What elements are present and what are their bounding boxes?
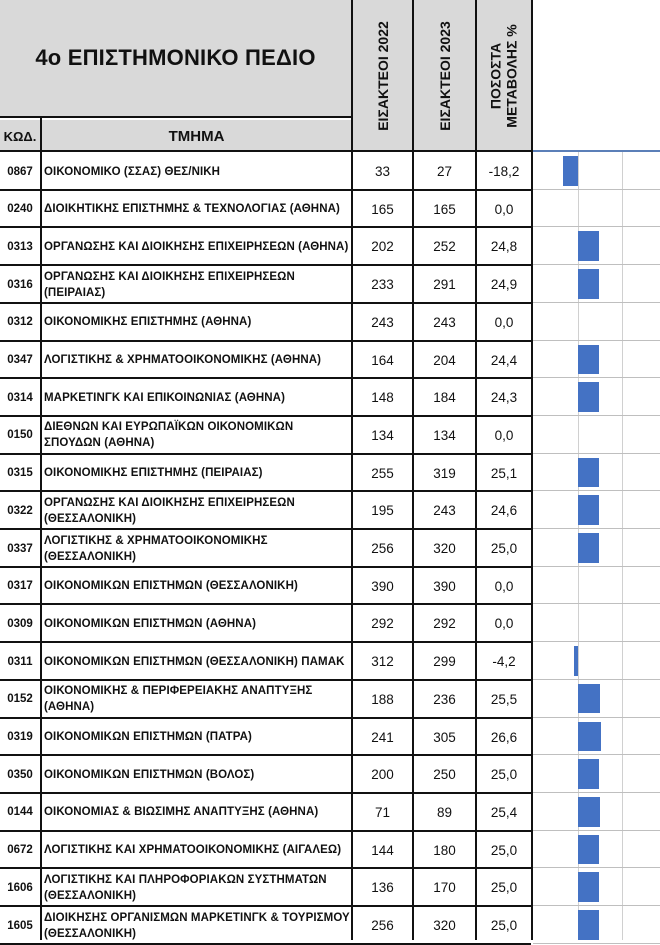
admissions-2023-header-cell	[414, 0, 475, 152]
department-code: 0350	[7, 768, 33, 781]
chart-row-gridline	[533, 754, 660, 755]
admissions-2022: 243	[371, 314, 394, 330]
department-name: ΜΑΡΚΕΤΙΝΓΚ ΚΑΙ ΕΠΙΚΟΙΝΩΝΙΑΣ (ΑΘΗΝΑ)	[44, 391, 285, 404]
department-name: ΟΡΓΑΝΩΣΗΣ ΚΑΙ ΔΙΟΙΚΗΣΗΣ ΕΠΙΧΕΙΡΗΣΕΩΝ (ΘΕΣΣΑΛΟΝΙΚΗ)	[44, 496, 295, 525]
percent-change: 0,0	[494, 578, 514, 594]
change-bar	[578, 533, 599, 563]
department-name: ΟΙΚΟΝΟΜΙΚΗΣ ΕΠΙΣΤΗΜΗΣ (ΑΘΗΝΑ)	[44, 316, 252, 329]
change-bar	[578, 759, 599, 789]
department-code: 0319	[7, 731, 33, 743]
admissions-2022: 312	[371, 654, 394, 670]
admissions-2023: 299	[433, 654, 456, 670]
admissions-2022: 148	[371, 390, 394, 406]
department-code: 0311	[7, 655, 33, 668]
column-divider	[531, 0, 533, 940]
chart-row-gridline	[533, 264, 660, 265]
table-row	[0, 568, 531, 605]
chart-row-gridline	[533, 226, 660, 227]
percent-change-header-cell	[477, 0, 531, 152]
chart-row-gridline	[533, 453, 660, 454]
admissions-2023: 252	[433, 239, 456, 255]
department-code: 0337	[7, 542, 33, 555]
admissions-2023: 305	[433, 729, 456, 745]
change-bar	[578, 797, 600, 827]
admissions-2023: 236	[433, 691, 456, 707]
table-row	[0, 794, 531, 831]
table-row	[0, 379, 531, 416]
chart-gridline	[622, 152, 623, 940]
change-bar	[578, 495, 599, 525]
admissions-2022-header-cell	[353, 0, 412, 152]
chart-row-gridline	[533, 679, 660, 680]
chart-row-gridline	[533, 302, 660, 303]
header-bottom-border	[0, 150, 531, 152]
change-bar	[578, 835, 599, 865]
table-row	[0, 342, 531, 379]
admissions-2023: 204	[433, 352, 456, 368]
table-row	[0, 153, 531, 190]
admissions-2023: 291	[433, 277, 456, 293]
change-bar	[578, 231, 599, 261]
chart-top-axis	[533, 150, 660, 152]
percent-change: -4,2	[492, 654, 516, 670]
percent-change: 25,0	[490, 767, 518, 783]
admissions-2022: 200	[371, 767, 394, 783]
percent-change: 25,0	[490, 541, 518, 556]
admissions-2022: 256	[371, 918, 394, 933]
chart-row-gridline	[533, 528, 660, 529]
admissions-2022-header: ΕΙΣΑΚΤΕΟΙ 2022	[374, 21, 391, 131]
department-name: ΛΟΓΙΣΤΙΚΗΣ ΚΑΙ ΠΛΗΡΟΦΟΡΙΑΚΩΝ ΣΥΣΤΗΜΑΤΩΝ (ΘΕΣΣΑΛΟΝΙΚΗ)	[44, 873, 327, 902]
percent-change: 25,1	[490, 465, 518, 481]
table-row	[0, 756, 531, 793]
chart-row-gridline	[533, 717, 660, 718]
admissions-2022: 188	[371, 691, 394, 707]
department-code: 0152	[7, 693, 33, 706]
percent-change-header	[488, 24, 520, 127]
admissions-2023: 320	[433, 918, 456, 933]
department-code: 0867	[7, 165, 33, 178]
header-divider	[0, 116, 351, 118]
change-bar	[578, 458, 599, 488]
admissions-2023: 390	[433, 578, 456, 594]
admissions-2023: 320	[433, 541, 456, 556]
chart-row-gridline	[533, 867, 660, 868]
department-code: 1605	[7, 919, 33, 932]
percent-change: 0,0	[494, 314, 514, 330]
table-row	[0, 266, 531, 303]
chart-row-gridline	[533, 340, 660, 341]
department-code: 0672	[7, 844, 33, 857]
department-name: ΔΙΟΙΚΗΤΙΚΗΣ ΕΠΙΣΤΗΜΗΣ & ΤΕΧΝΟΛΟΓΙΑΣ (ΑΘΗΝΑ)	[44, 203, 340, 216]
chart-row-gridline	[533, 905, 660, 906]
percent-change: 0,0	[494, 427, 514, 443]
percent-change: 24,9	[490, 277, 518, 293]
admissions-2022: 144	[371, 842, 394, 858]
chart-row-gridline	[533, 830, 660, 831]
admissions-2022: 202	[371, 239, 394, 255]
department-name: ΟΙΚΟΝΟΜΙΚΩΝ ΕΠΙΣΤΗΜΩΝ (ΠΑΤΡΑ)	[44, 731, 252, 743]
department-name: ΟΙΚΟΝΟΜΙΚΩΝ ΕΠΙΣΤΗΜΩΝ (ΑΘΗΝΑ)	[44, 617, 257, 630]
chart-row-gridline	[533, 641, 660, 642]
department-code: 0240	[7, 203, 33, 216]
chart-row-gridline	[533, 490, 660, 491]
department-name: ΔΙΕΘΝΩΝ ΚΑΙ ΕΥΡΩΠΑΪΚΩΝ ΟΙΚΟΝΟΜΙΚΩΝ ΣΠΟΥΔΩΝ (ΑΘΗΝΑ)	[44, 421, 294, 450]
department-code: 0144	[7, 806, 33, 819]
admissions-2022: 195	[371, 503, 394, 519]
table-row	[0, 455, 531, 492]
change-bar	[578, 684, 600, 714]
admissions-2022: 256	[371, 541, 394, 556]
change-bar	[578, 269, 599, 299]
change-bar	[578, 722, 601, 752]
chart-row-gridline	[533, 792, 660, 793]
percent-change: 24,4	[490, 352, 518, 368]
change-bar	[574, 646, 578, 676]
admissions-2023: 170	[433, 880, 456, 896]
department-name: ΛΟΓΙΣΤΙΚΗΣ ΚΑΙ ΧΡΗΜΑΤΟΟΙΚΟΝΟΜΙΚΗΣ (ΑΙΓΑΛΕΩ)	[44, 844, 342, 857]
chart-header-area	[531, 0, 660, 152]
chart-row-gridline	[533, 189, 660, 190]
chart-row-gridline	[533, 943, 660, 944]
table-row	[0, 869, 531, 906]
department-code: 0315	[7, 467, 33, 480]
change-bar	[563, 156, 578, 186]
admissions-2023: 184	[433, 390, 456, 406]
admissions-2023-header: ΕΙΣΑΚΤΕΟΙ 2023	[436, 21, 453, 131]
department-name: ΟΙΚΟΝΟΜΙΚΗΣ ΕΠΙΣΤΗΜΗΣ (ΠΕΙΡΑΙΑΣ)	[44, 467, 263, 480]
sheet-title: 4ο ΕΠΙΣΤΗΜΟΝΙΚΟ ΠΕΔΙΟ	[0, 0, 351, 116]
chart-row-gridline	[533, 603, 660, 604]
percent-change: 0,0	[494, 201, 514, 217]
admissions-2023: 27	[436, 164, 453, 179]
admissions-2022: 71	[374, 804, 391, 820]
admissions-2022: 255	[371, 465, 394, 481]
department-code: 0312	[7, 316, 33, 329]
department-code: 0316	[7, 278, 33, 291]
chart-row-gridline	[533, 566, 660, 567]
department-code: 0313	[7, 240, 33, 253]
department-code: 0347	[7, 354, 33, 366]
table-row	[0, 907, 531, 944]
percent-change: -18,2	[488, 164, 520, 179]
admissions-2023: 89	[436, 804, 453, 820]
admissions-2023: 243	[433, 503, 456, 519]
table-row	[0, 417, 531, 454]
department-code: 0317	[7, 580, 33, 593]
percent-change: 25,0	[490, 918, 518, 933]
percent-change: 24,3	[490, 390, 518, 406]
percent-change: 25,0	[490, 880, 518, 896]
department-code: 0309	[7, 617, 33, 630]
admissions-2023: 165	[433, 201, 456, 217]
table-row	[0, 304, 531, 341]
department-code: 0150	[7, 429, 33, 442]
percent-change: 25,0	[490, 842, 518, 858]
department-name: ΟΙΚΟΝΟΜΙΚΩΝ ΕΠΙΣΤΗΜΩΝ (ΒΟΛΟΣ)	[44, 768, 255, 781]
percent-change-header-line2: ΜΕΤΑΒΟΛΗΣ %	[504, 24, 520, 128]
change-bar	[578, 345, 599, 375]
admissions-2023: 250	[433, 767, 456, 783]
percent-change: 25,4	[490, 804, 518, 820]
department-name: ΟΙΚΟΝΟΜΙΚΩΝ ΕΠΙΣΤΗΜΩΝ (ΘΕΣΣΑΛΟΝΙΚΗ) ΠΑΜΑΚ	[44, 655, 345, 668]
percent-change-header-line1: ΠΟΣΟΣΤΑ	[488, 42, 504, 110]
department-name: ΟΙΚΟΝΟΜΙΚΟ (ΣΣΑΣ) ΘΕΣ/ΝΙΚΗ	[44, 165, 221, 178]
admissions-2022: 241	[371, 729, 394, 745]
department-column-header: ΤΜΗΜΑ	[42, 120, 351, 152]
admissions-2022: 33	[374, 164, 391, 179]
department-name: ΟΡΓΑΝΩΣΗΣ ΚΑΙ ΔΙΟΙΚΗΣΗΣ ΕΠΙΧΕΙΡΗΣΕΩΝ (ΑΘΗΝΑ)	[44, 240, 349, 253]
chart-row-gridline	[533, 377, 660, 378]
admissions-2022: 134	[371, 427, 394, 443]
percent-change: 24,6	[490, 503, 518, 519]
department-name: ΔΙΟΙΚΗΣΗΣ ΟΡΓΑΝΙΣΜΩΝ ΜΑΡΚΕΤΙΝΓΚ & ΤΟΥΡΙΣΜΟΥ (ΘΕΣΣΑΛΟΝΙΚΗ)	[44, 911, 350, 940]
table-row	[0, 492, 531, 529]
admissions-2022: 390	[371, 578, 394, 594]
department-code: 0314	[7, 391, 33, 404]
code-column-header: ΚΩΔ.	[0, 120, 40, 152]
admissions-2023: 180	[433, 842, 456, 858]
department-name: ΛΟΓΙΣΤΙΚΗΣ & ΧΡΗΜΑΤΟΟΙΚΟΝΟΜΙΚΗΣ (ΑΘΗΝΑ)	[44, 354, 322, 366]
admissions-2022: 164	[371, 352, 394, 368]
department-name: ΟΙΚΟΝΟΜΙΚΗΣ & ΠΕΡΙΦΕΡΕΙΑΚΗΣ ΑΝΑΠΤΥΞΗΣ (ΑΘΗΝΑ)	[44, 685, 313, 714]
department-name: ΟΡΓΑΝΩΣΗΣ ΚΑΙ ΔΙΟΙΚΗΣΗΣ ΕΠΙΧΕΙΡΗΣΕΩΝ (ΠΕΙΡΑΙΑΣ)	[44, 270, 295, 299]
admissions-2022: 233	[371, 277, 394, 293]
table-row	[0, 681, 531, 718]
department-name: ΛΟΓΙΣΤΙΚΗΣ & ΧΡΗΜΑΤΟΟΙΚΟΝΟΜΙΚΗΣ (ΘΕΣΣΑΛΟΝΙΚΗ)	[44, 534, 268, 563]
percent-change: 0,0	[494, 616, 514, 632]
admissions-2023: 134	[433, 427, 456, 443]
percent-change: 26,6	[490, 729, 518, 745]
chart-row-gridline	[533, 415, 660, 416]
department-name: ΟΙΚΟΝΟΜΙΚΩΝ ΕΠΙΣΤΗΜΩΝ (ΘΕΣΣΑΛΟΝΙΚΗ)	[44, 580, 298, 593]
percent-change: 25,5	[490, 691, 518, 707]
admissions-2022: 136	[371, 880, 394, 896]
change-bar	[578, 382, 599, 412]
admissions-2023: 319	[433, 465, 456, 481]
table-row	[0, 191, 531, 228]
admissions-2022: 292	[371, 616, 394, 632]
table-row	[0, 643, 531, 680]
department-code: 1606	[7, 881, 33, 894]
percent-change: 24,8	[490, 239, 518, 255]
change-bar	[578, 872, 599, 902]
admissions-2022: 165	[371, 201, 394, 217]
table-row	[0, 530, 531, 567]
admissions-2023: 243	[433, 314, 456, 330]
table-row	[0, 228, 531, 265]
table-row	[0, 832, 531, 869]
department-name: ΟΙΚΟΝΟΜΙΑΣ & ΒΙΩΣΙΜΗΣ ΑΝΑΠΤΥΞΗΣ (ΑΘΗΝΑ)	[44, 806, 319, 819]
admissions-2023: 292	[433, 616, 456, 632]
change-bar	[578, 910, 599, 940]
department-code: 0322	[7, 504, 33, 517]
table-row	[0, 605, 531, 642]
table-row	[0, 719, 531, 756]
